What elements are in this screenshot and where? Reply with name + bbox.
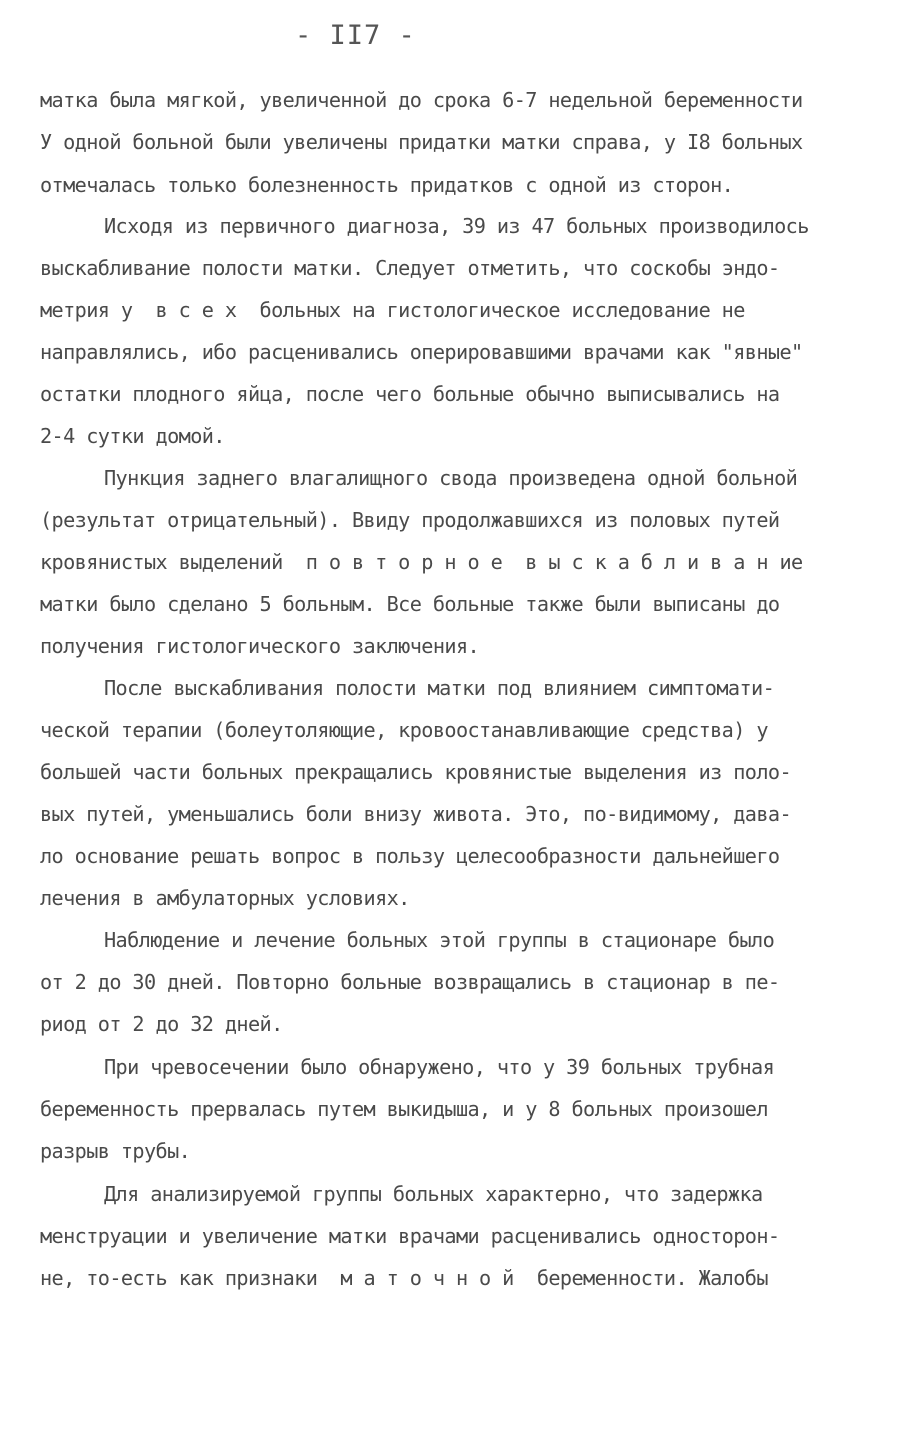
- text-line: беременность прервалась путем выкидыша, и у 8 больных произошел: [40, 1097, 768, 1121]
- text-line: лечения в амбулаторных условиях.: [40, 886, 410, 910]
- text-line: У одной больной были увеличены придатки матки справа, у I8 больных: [40, 130, 803, 154]
- text-line: направлялись, ибо расценивались оперировавшими врачами как "явные": [40, 340, 803, 364]
- text-line: метрия у в с е х больных на гистологическое исследование не: [40, 298, 745, 322]
- text-line: ло основание решать вопрос в пользу целесообразности дальнейшего: [40, 844, 780, 868]
- text-line: После выскабливания полости матки под влиянием симптомати-: [104, 676, 775, 700]
- text-line: матки было сделано 5 больным. Все больные также были выписаны до: [40, 592, 780, 616]
- text-line: При чревосечении было обнаружено, что у 39 больных трубная: [104, 1055, 775, 1079]
- text-line: разрыв трубы.: [40, 1139, 191, 1163]
- text-line: ческой терапии (болеутоляющие, кровоостанавливающие средства) у: [40, 718, 768, 742]
- text-line: Для анализируемой группы больных характерно, что задержка: [104, 1182, 763, 1206]
- text-line: матка была мягкой, увеличенной до срока 6-7 недельной беременности: [40, 88, 803, 112]
- text-line: вых путей, уменьшались боли внизу живота. Это, по-видимому, дава-: [40, 802, 792, 826]
- text-line: менструации и увеличение матки врачами расценивались односторон-: [40, 1224, 780, 1248]
- text-line: Исходя из первичного диагноза, 39 из 47 больных производилось: [104, 214, 809, 238]
- text-line: выскабливание полости матки. Следует отметить, что соскобы эндо-: [40, 256, 780, 280]
- text-line: отмечалась только болезненность придатков с одной из сторон.: [40, 173, 734, 197]
- text-line: остатки плодного яйца, после чего больные обычно выписывались на: [40, 382, 780, 406]
- text-line: не, то-есть как признаки м а т о ч н о й беременности. Жалобы: [40, 1266, 768, 1290]
- text-line: риод от 2 до 32 дней.: [40, 1012, 283, 1036]
- text-line: Наблюдение и лечение больных этой группы в стационаре было: [104, 928, 775, 952]
- text-line: большей части больных прекращались кровянистые выделения из поло-: [40, 760, 792, 784]
- text-line: 2-4 сутки домой.: [40, 424, 225, 448]
- text-line: Пункция заднего влагалищного свода произведена одной больной: [104, 466, 798, 490]
- page-number: - II7 -: [295, 20, 416, 51]
- text-line: получения гистологического заключения.: [40, 634, 480, 658]
- text-line: от 2 до 30 дней. Повторно больные возвращались в стационар в пе-: [40, 970, 780, 994]
- text-line: кровянистых выделений п о в т о р н о е в ы с к а б л и в а н ие: [40, 550, 803, 574]
- text-line: (результат отрицательный). Ввиду продолжавшихся из половых путей: [40, 508, 780, 532]
